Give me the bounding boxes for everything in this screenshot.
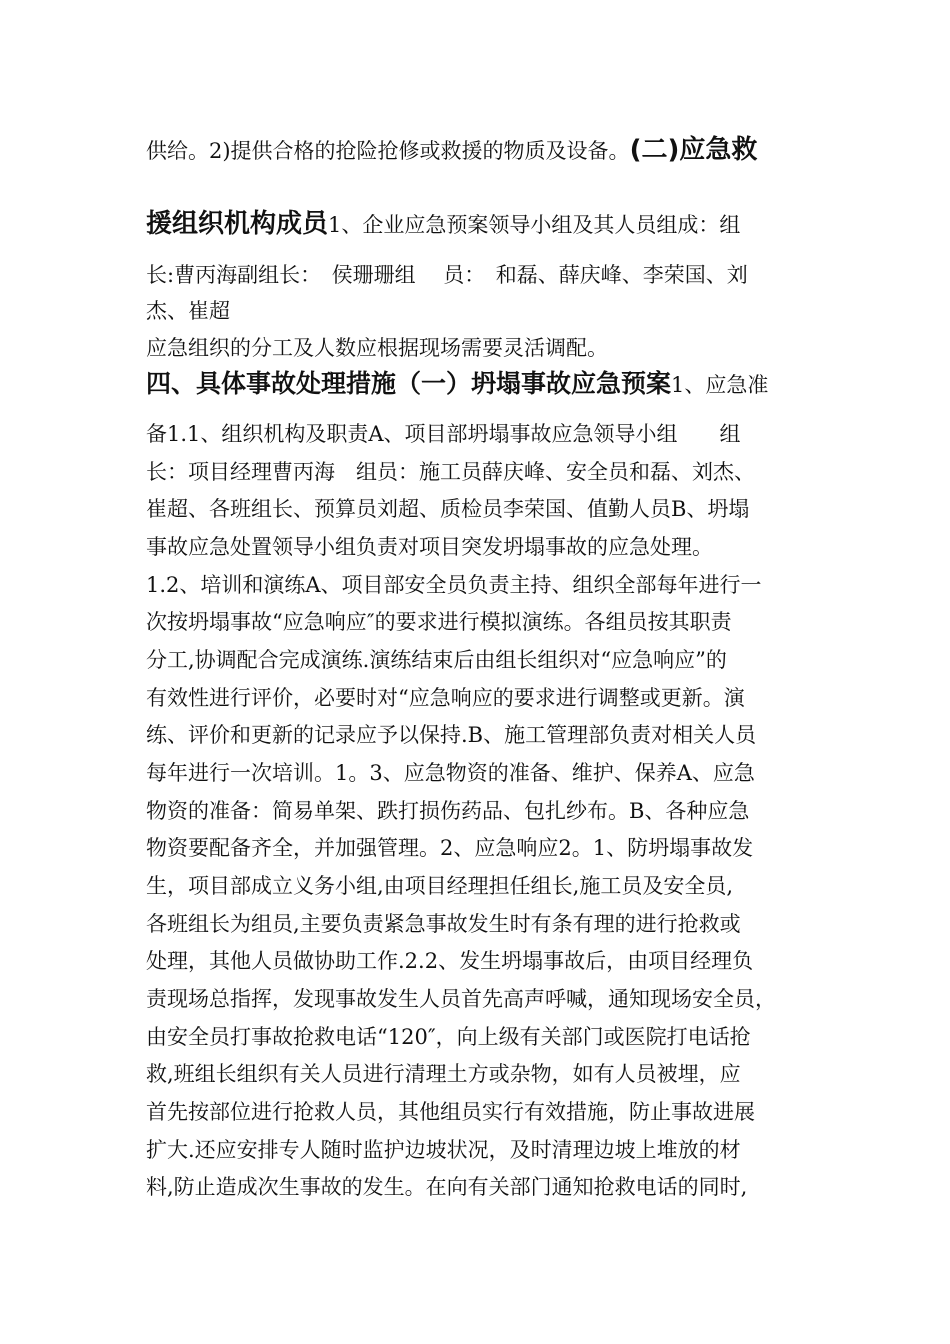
body-line: 由安全员打事故抢救电话“120″，向上级有关部门或医院打电话抢 (146, 1025, 751, 1049)
body-line: 扩大.还应安排专人随时监护边坡状况，及时清理边坡上堆放的材 (146, 1138, 741, 1162)
body-line: 练、评价和更新的记录应予以保持.B、施工管理部负责对相关人员 (146, 723, 757, 747)
line-1-text: 供给。2)提供合格的抢险抢修或救援的物质及设备。 (146, 139, 630, 163)
body-line: 崔超、各班组长、预算员刘超、质检员李荣国、值勤人员B、坍塌 (146, 497, 750, 521)
line-2-text: 1、企业应急预案领导小组及其人员组成：组 (328, 213, 741, 237)
paragraph-line-2 (146, 210, 806, 239)
body-line: 首先按部位进行抢救人员，其他组员实行有效措施，防止事故进展 (146, 1100, 755, 1124)
body-line: 1.2、培训和演练A、项目部安全员负责主持、组织全部每年进行一 (146, 573, 762, 597)
body-line: 次按坍塌事故“应急响应″的要求进行模拟演练。各组员按其职责 (146, 610, 732, 634)
body-line: 事故应急处置领导小组负责对项目突发坍塌事故的应急处理。 (146, 535, 713, 559)
body-line: 备1.1、组织机构及职责A、项目部坍塌事故应急领导小组 组 (146, 422, 741, 446)
body-line: 生，项目部成立义务小组,由项目经理担任组长,施工员及安全员, (146, 874, 734, 898)
paragraph-line-1 (146, 136, 806, 165)
body-line: 物资要配备齐全，并加强管理。2、应急响应2。1、防坍塌事故发 (146, 836, 754, 860)
paragraph-line-5: 应急组织的分工及人数应根据现场需要灵活调配。 (146, 336, 608, 360)
section-heading-4: 四、具体事故处理措施（一）坍塌事故应急预案 (146, 369, 672, 398)
body-line: 料,防止造成次生事故的发生。在向有关部门通知抢救电话的同时, (146, 1175, 748, 1199)
body-line: 有效性进行评价，必要时对“应急响应的要求进行调整或更新。演 (146, 686, 745, 710)
paragraph-line-6 (146, 370, 806, 399)
line-6-text: 1、应急准 (671, 373, 769, 397)
body-line: 每年进行一次培训。1。3、应急物资的准备、维护、保养A、应急 (146, 761, 755, 785)
body-line: 救,班组长组织有关人员进行清理土方或杂物，如有人员被埋，应 (146, 1062, 741, 1086)
section-heading-2: (二)应急救 (629, 135, 758, 165)
paragraph-line-4: 杰、崔超 (146, 299, 230, 323)
paragraph-line-3: 长:曹丙海副组长： 侯珊珊组 员： 和磊、薛庆峰、李荣国、刘 (146, 263, 748, 287)
body-line: 分工,协调配合完成演练.演练结束后由组长组织对“应急响应”的 (146, 648, 727, 672)
section-heading-2-cont: 援组织机构成员 (146, 209, 329, 239)
body-line: 各班组长为组员,主要负责紧急事故发生时有条有理的进行抢救或 (146, 912, 741, 936)
body-line: 长：项目经理曹丙海 组员：施工员薛庆峰、安全员和磊、刘杰、 (146, 460, 755, 484)
body-line: 责现场总指挥，发现事故发生人员首先高声呼喊，通知现场安全员， (146, 987, 776, 1011)
body-line: 处理，其他人员做协助工作.2.2、发生坍塌事故后，由项目经理负 (146, 949, 754, 973)
body-line: 物资的准备：简易单架、跌打损伤药品、包扎纱布。B、各种应急 (146, 799, 750, 823)
